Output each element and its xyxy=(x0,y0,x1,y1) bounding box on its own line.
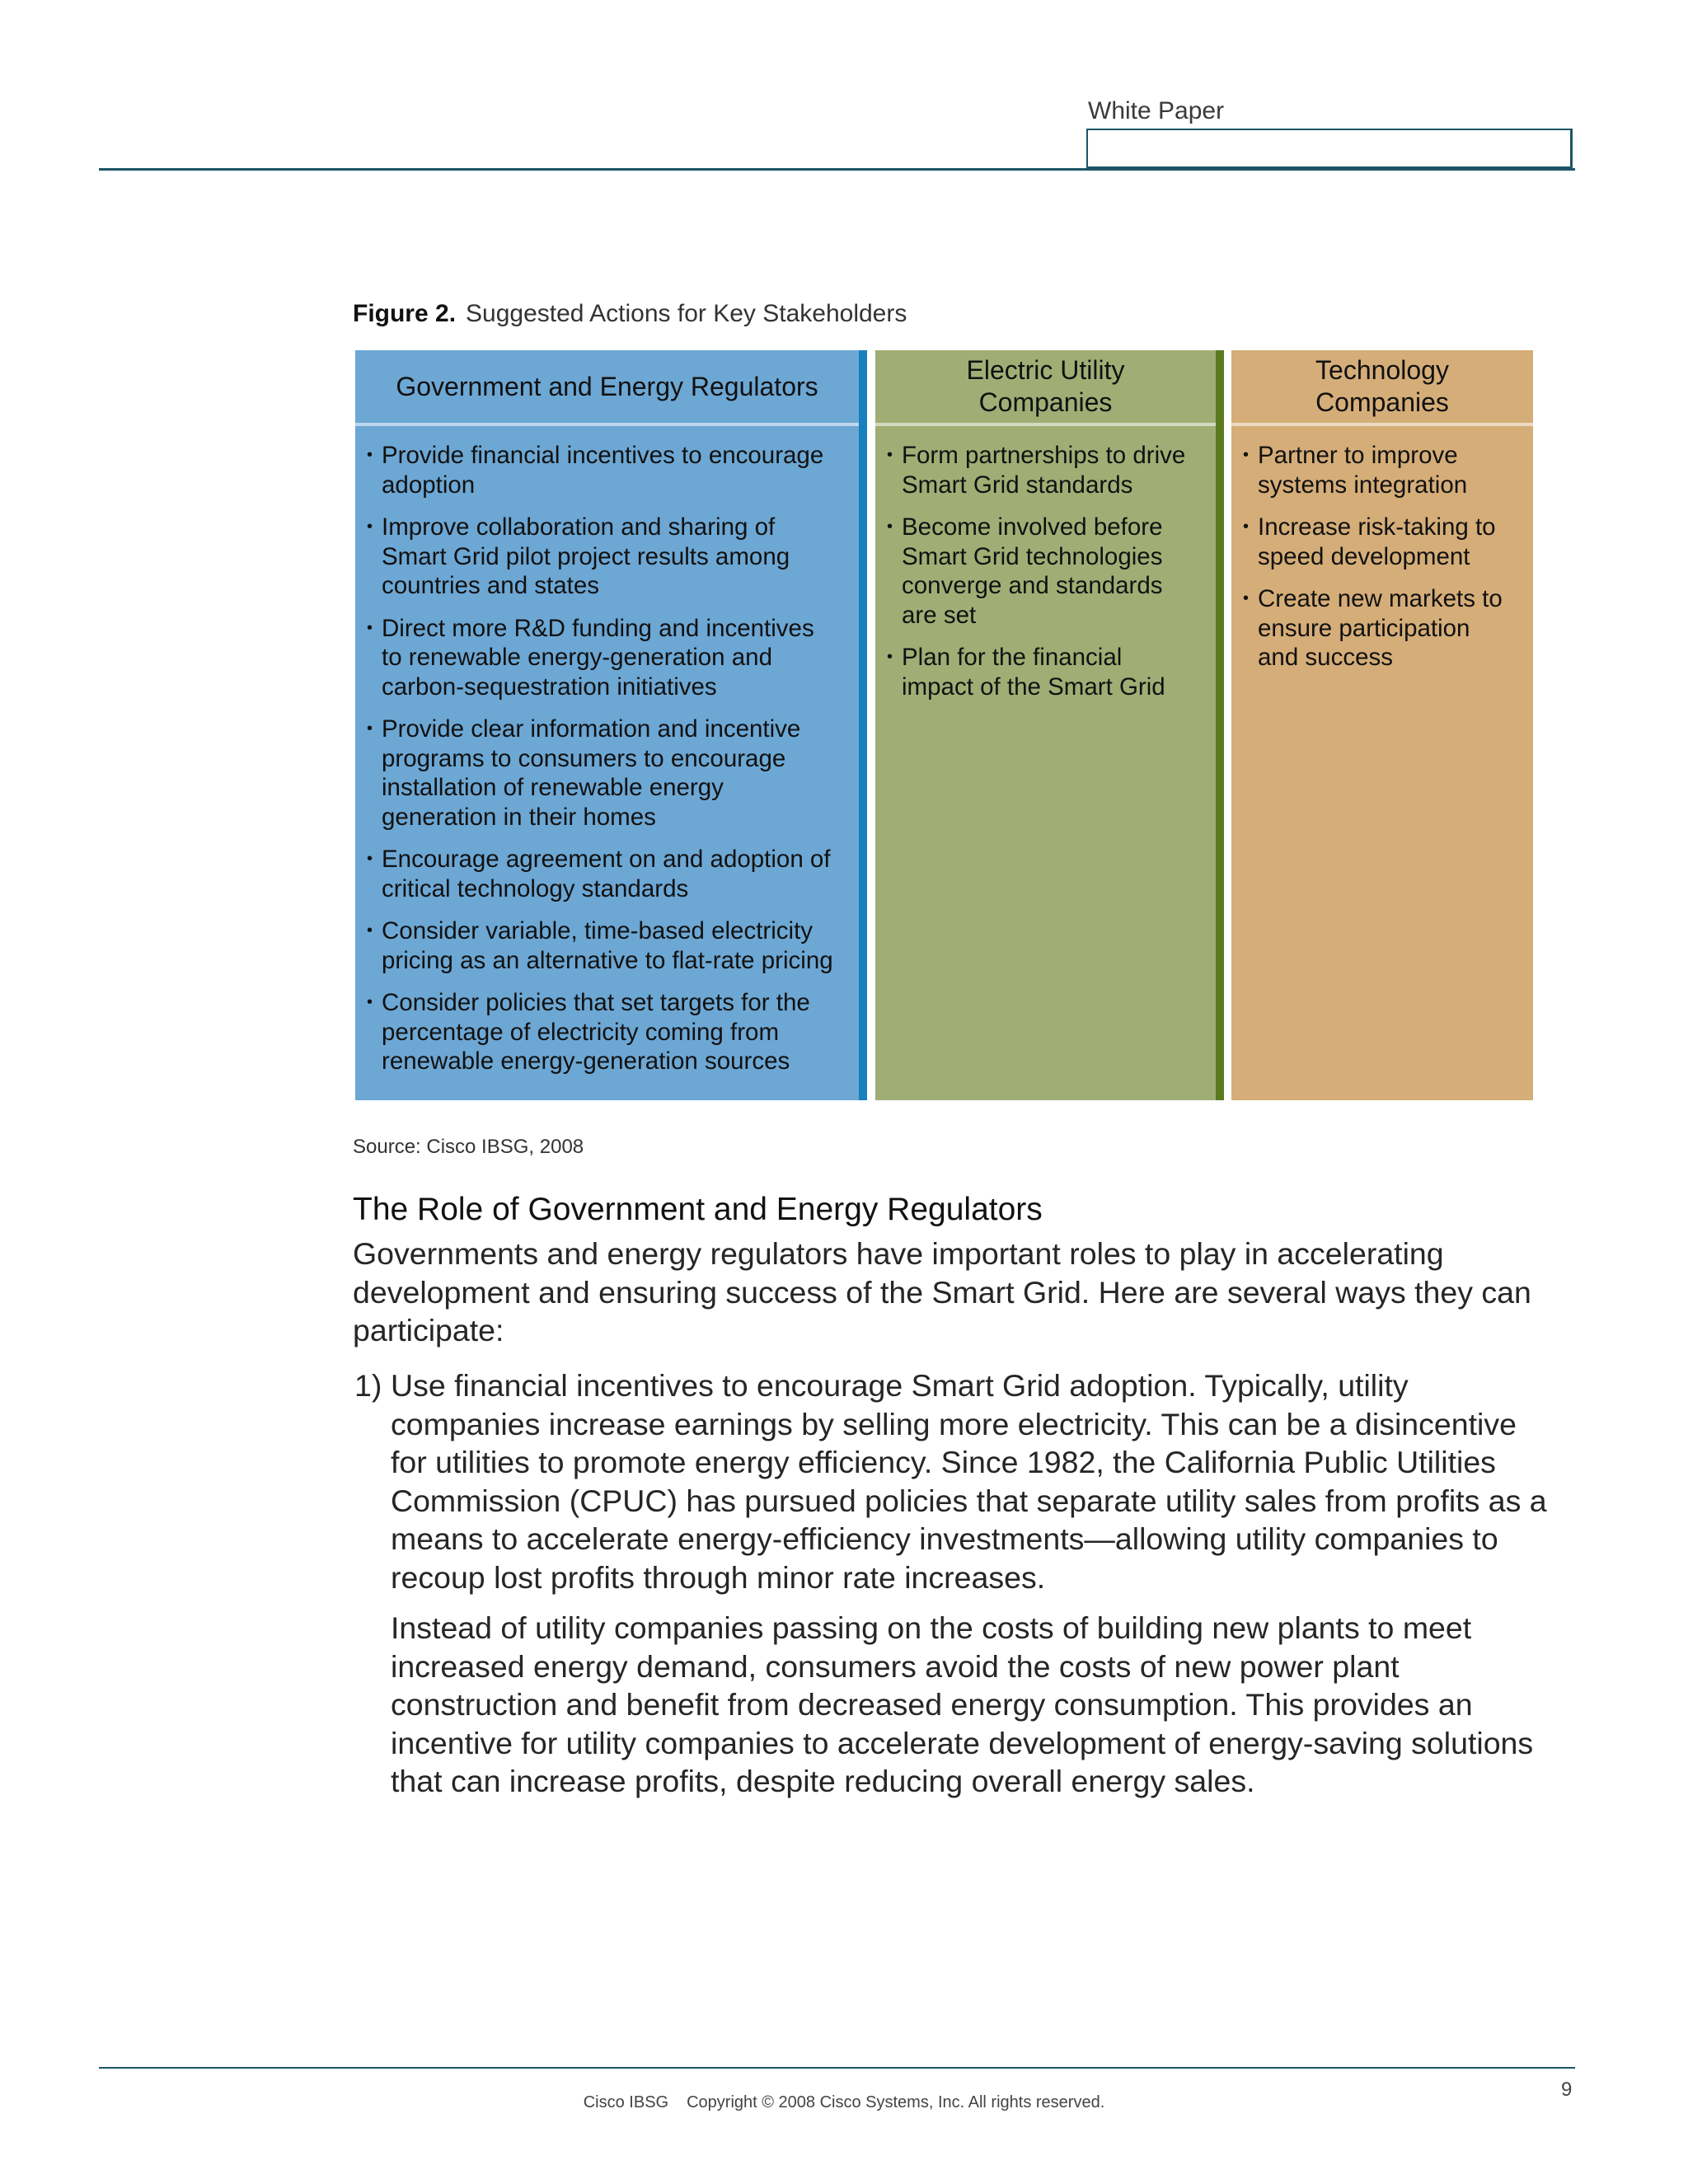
list-item-number: 1) xyxy=(354,1368,382,1403)
action-item: • Increase risk-taking to speed development xyxy=(1243,513,1515,571)
list-item-paragraph: Use financial incentives to encourage Smart Grid adoption. Typically, utility companies increase earnings by selling more electricity. This can be a disincentive for utilities to promote energy efficiency. Since 1982, the California Public Utilities Commission (CPUC) has pursued policies that separate utility sales from profits as a means to accelerate energy-efficiency investments—allowing utility companies to recoup lost profits through minor rate increases. xyxy=(391,1368,1547,1595)
footer-copyright: Copyright © 2008 Cisco Systems, Inc. All rights reserved. xyxy=(687,2093,1105,2111)
figure-title: Suggested Actions for Key Stakeholders xyxy=(466,300,907,327)
action-item: • Consider variable, time-based electricity pricing as an alternative to flat-rate pricing xyxy=(367,916,841,975)
action-list xyxy=(1231,426,1533,673)
figure-source: Source: Cisco IBSG, 2008 xyxy=(353,1136,584,1158)
footer-rule xyxy=(99,2067,1575,2069)
footer-org: Cisco IBSG xyxy=(583,2093,669,2111)
action-item: • Create new markets to ensure participation and success xyxy=(1243,584,1515,673)
stakeholder-column-technology xyxy=(1231,350,1533,1100)
action-item: • Direct more R&D funding and incentives to renewable energy-generation and carbon-sequestration initiatives xyxy=(367,614,841,702)
column-heading: Technology Companies xyxy=(1231,350,1533,426)
action-item: • Consider policies that set targets for the percentage of electricity coming from renewable energy-generation sources xyxy=(367,988,841,1076)
footer-text xyxy=(0,2093,1688,2112)
intro-paragraph: Governments and energy regulators have important roles to play in accelerating development and ensuring success of the Smart Grid. Here are several ways they can participate: xyxy=(353,1236,1531,1347)
column-heading: Electric Utility Companies xyxy=(875,350,1216,426)
action-item: • Encourage agreement on and adoption of critical technology standards xyxy=(367,845,841,903)
header-box xyxy=(1086,129,1573,168)
action-item: • Improve collaboration and sharing of Smart Grid pilot project results among countries and states xyxy=(367,513,841,601)
header-rule xyxy=(99,168,1575,171)
action-list xyxy=(875,426,1216,701)
list-item-paragraph: Instead of utility companies passing on the costs of building new plants to meet increased energy demand, consumers avoid the costs of new power plant construction and benefit from decreased energy consumption. This provides an incentive for utility companies to accelerate development of energy-saving solutions that can increase profits, despite reducing overall energy sales. xyxy=(391,1610,1534,1798)
action-item: • Partner to improve systems integration xyxy=(1243,441,1515,499)
action-item: • Provide clear information and incentive programs to consumers to encourage installation of renewable energy generation in their homes xyxy=(367,715,841,832)
figure-caption xyxy=(353,300,907,328)
action-item: • Become involved before Smart Grid technologies converge and standards are set xyxy=(887,513,1198,630)
action-list xyxy=(355,426,859,1076)
figure-number: Figure 2. xyxy=(353,300,457,327)
stakeholder-column-utilities xyxy=(875,350,1224,1100)
page-number: 9 xyxy=(1561,2079,1573,2101)
section-heading: The Role of Government and Energy Regulators xyxy=(353,1192,1043,1227)
action-item: • Provide financial incentives to encourage adoption xyxy=(367,441,841,499)
column-heading: Government and Energy Regulators xyxy=(355,350,859,426)
action-item: • Form partnerships to drive Smart Grid standards xyxy=(887,441,1198,499)
stakeholder-column-government xyxy=(355,350,867,1100)
action-item: • Plan for the financial impact of the Smart Grid xyxy=(887,643,1198,701)
document-type-label: White Paper xyxy=(1088,97,1225,124)
